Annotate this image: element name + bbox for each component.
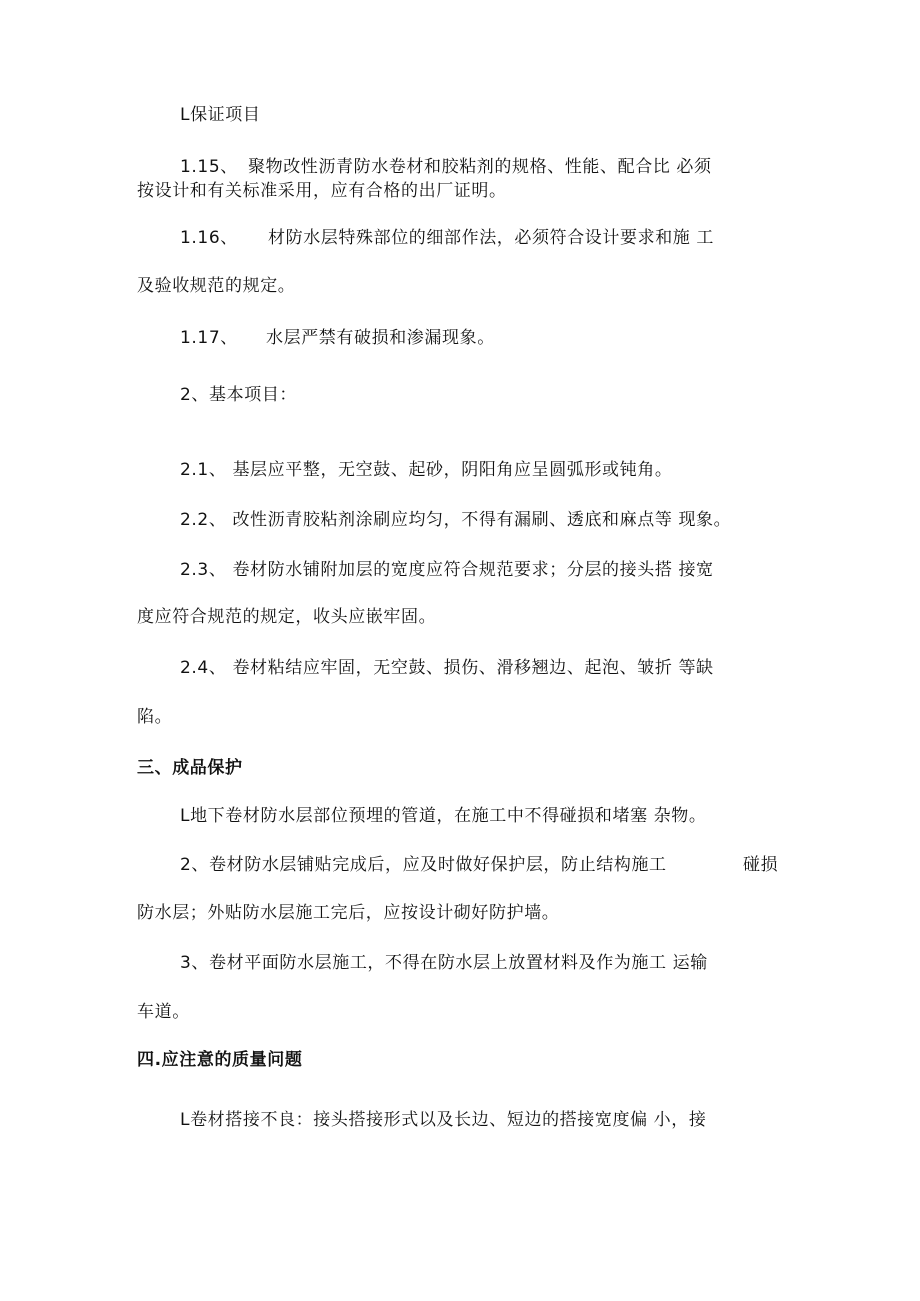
item-text: 水层严禁有破损和渗漏现象。 (266, 328, 495, 348)
item-2-4-line1: 2.4、 卷材粘结应牢固，无空鼓、损伤、滑移翘边、起泡、皱折 等缺 (180, 658, 714, 678)
item-text: 聚物改性沥青防水卷材和胶粘剂的规格、性能、配合比 必须 (248, 157, 712, 177)
basic-heading: 2、基本项目： (180, 385, 298, 405)
item-1-15-line2: 按设计和有关标准采用，应有合格的出厂证明。 (137, 181, 507, 201)
item-2-3-line1: 2.3、 卷材防水铺附加层的宽度应符合规范要求；分层的接头搭 接宽 (180, 560, 714, 580)
protection-item-2-line1 (0, 853, 920, 877)
item-1-16-line1 (0, 226, 920, 250)
item-2-2: 2.2、 改性沥青胶粘剂涂刷应均匀，不得有漏刷、透底和麻点等 现象。 (180, 510, 732, 530)
protection-heading: 三、成品保护 (137, 758, 243, 778)
item-2-3-line2: 度应符合规范的规定，收头应嵌牢固。 (137, 607, 437, 627)
item-1-15-line1 (0, 155, 920, 179)
item-1-16-line2: 及验收规范的规定。 (137, 276, 296, 296)
item-number: 1.15、 (180, 157, 238, 177)
quality-item-1: L卷材搭接不良：接头搭接形式以及长边、短边的搭接宽度偏 小，接 (180, 1110, 707, 1130)
item-text-tail: 碰损 (743, 855, 779, 875)
quality-heading: 四.应注意的质量问题 (137, 1050, 303, 1070)
guarantee-heading: L保证项目 (180, 105, 261, 125)
protection-item-3-line1: 3、卷材平面防水层施工，不得在防水层上放置材料及作为施工 运输 (180, 953, 708, 973)
item-number: 1.16、 (180, 228, 238, 248)
item-text: 2、卷材防水层铺贴完成后，应及时做好保护层，防止结构施工 (180, 855, 667, 875)
item-number: 1.17、 (180, 328, 238, 348)
item-1-17-line1 (0, 326, 920, 350)
protection-item-1: L地下卷材防水层部位预埋的管道，在施工中不得碰损和堵塞 杂物。 (180, 806, 707, 826)
item-2-4-line2: 陷。 (137, 707, 173, 727)
item-text: 材防水层特殊部位的细部作法，必须符合设计要求和施 工 (268, 228, 715, 248)
item-2-1: 2.1、 基层应平整，无空鼓、起砂，阴阳角应呈圆弧形或钝角。 (180, 460, 673, 480)
protection-item-3-line2: 车道。 (137, 1002, 190, 1022)
protection-item-2-line2: 防水层；外贴防水层施工完后，应按设计砌好防护墙。 (137, 903, 560, 923)
